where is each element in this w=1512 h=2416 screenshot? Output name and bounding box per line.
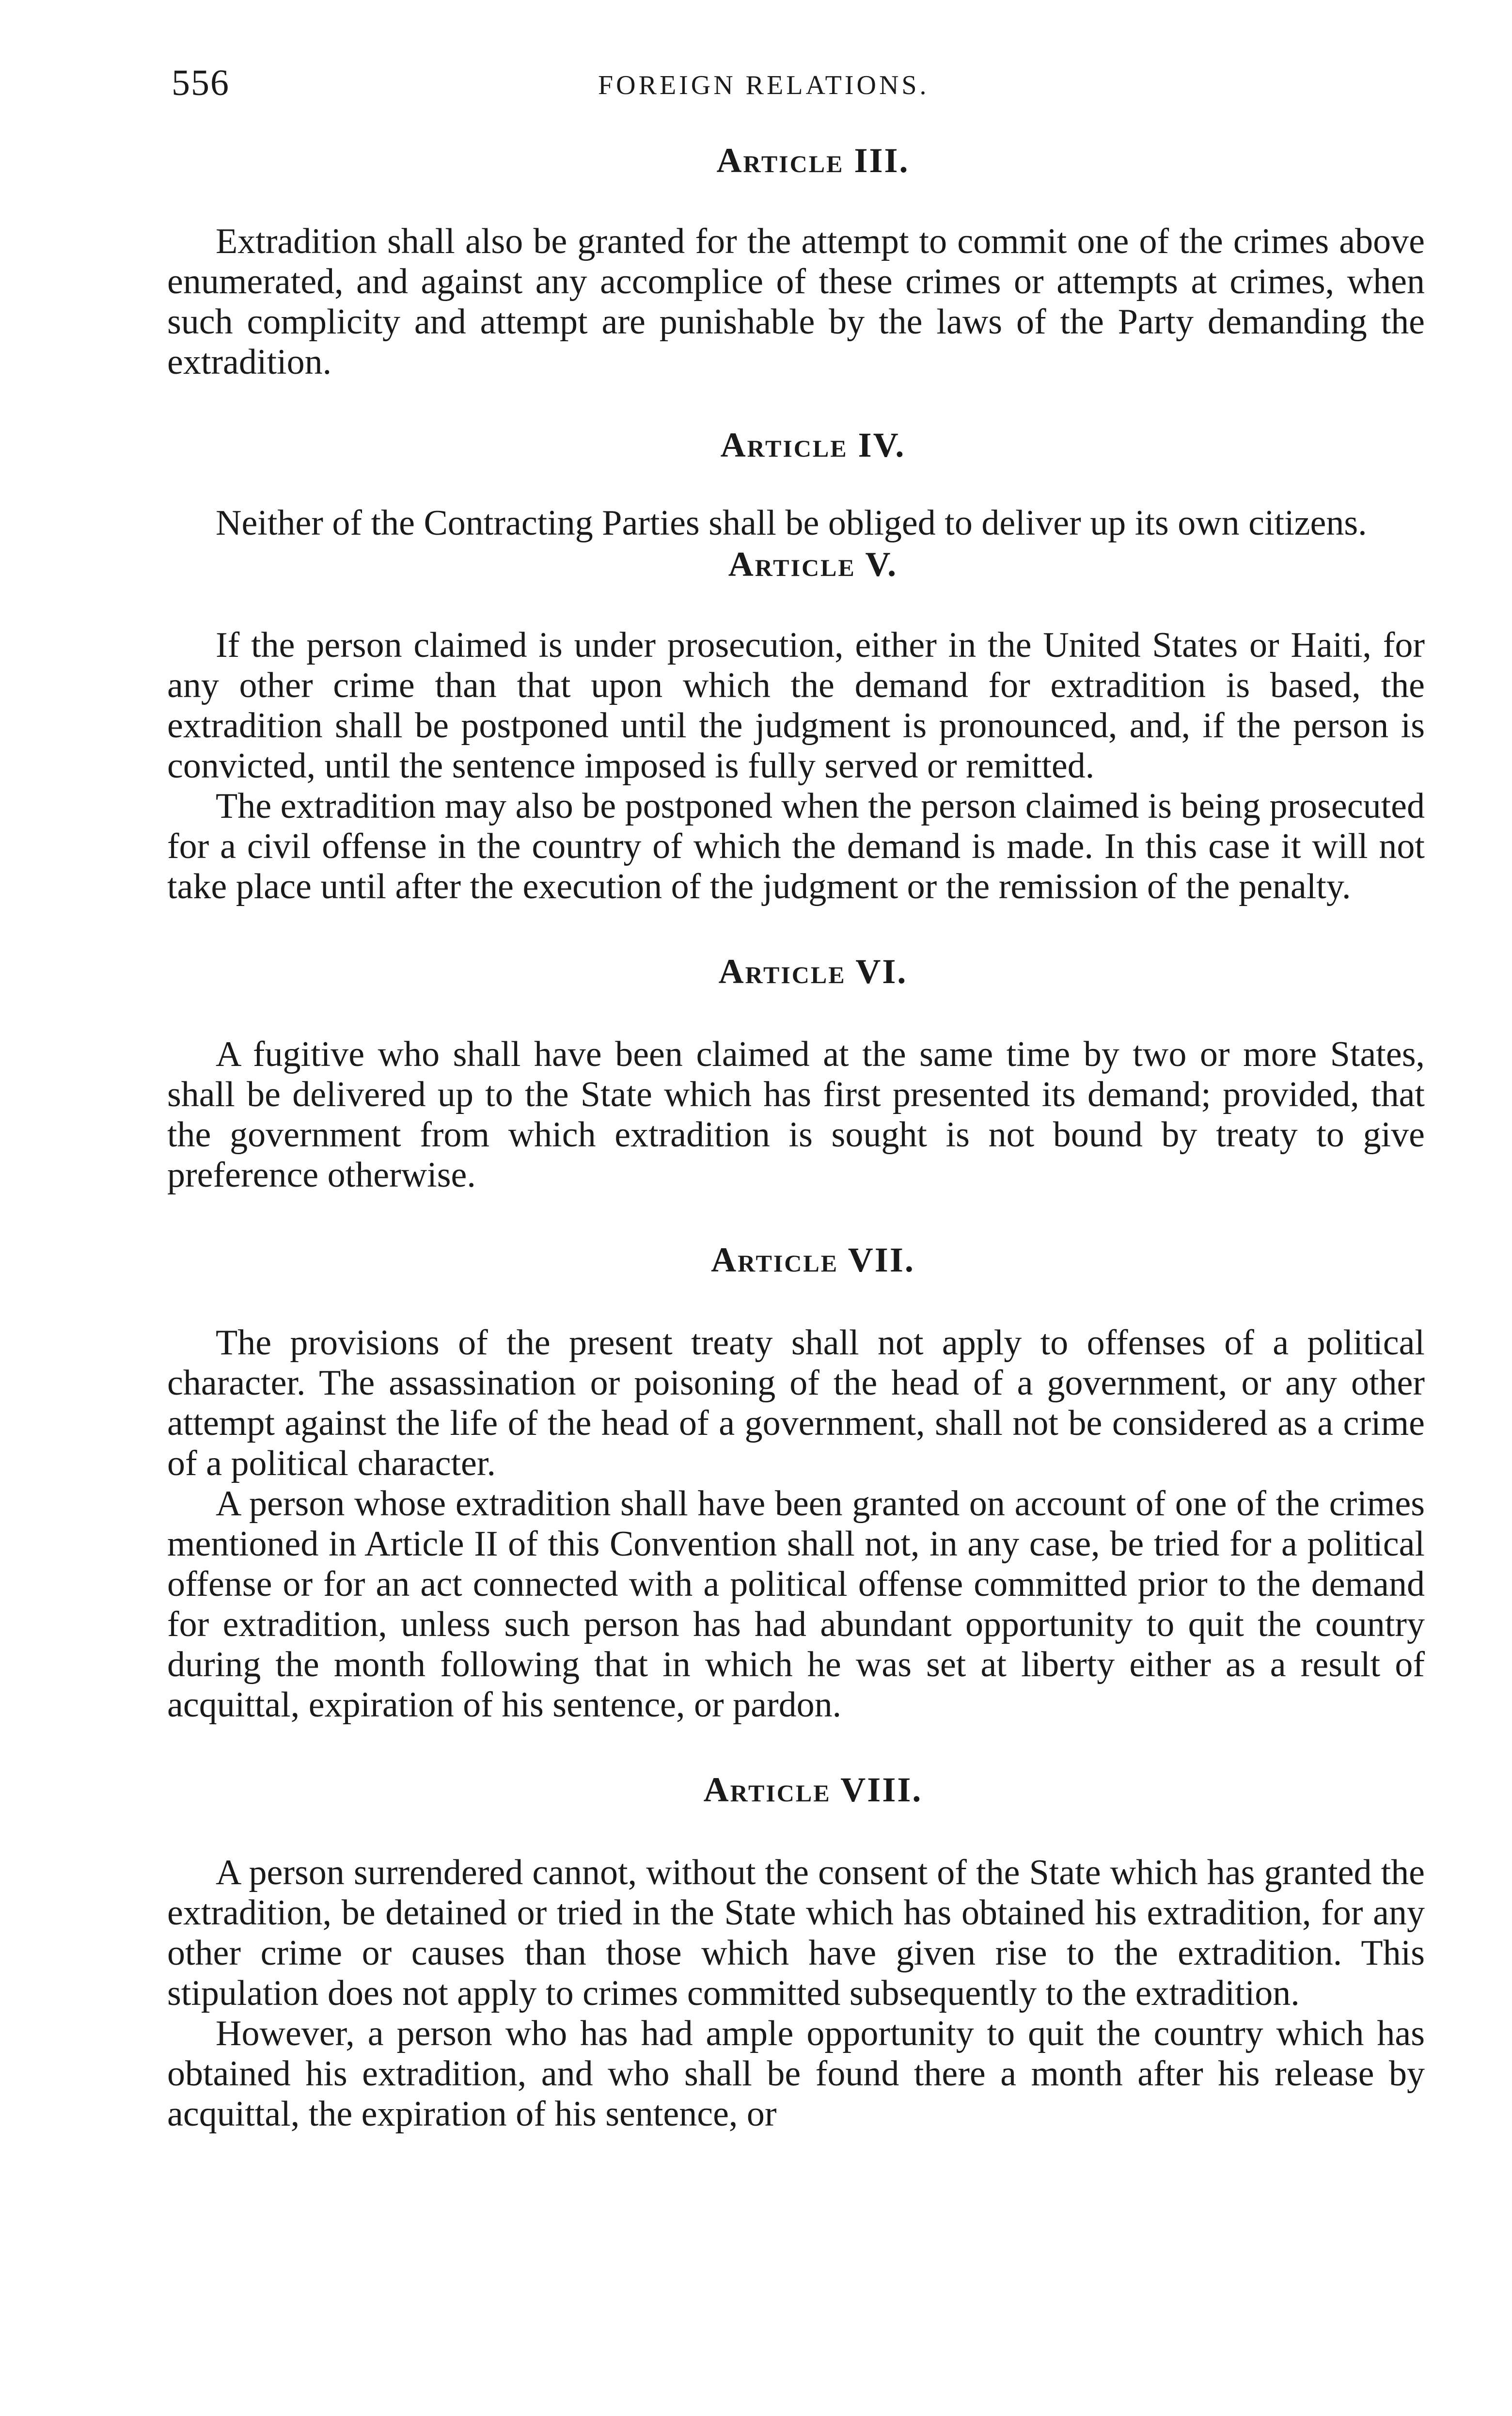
paragraph: A person surrendered cannot, without the consent of the State which has granted the extradition, be detained or tried in the State which has obtained his extradition, for any other crime or causes than those which have given rise to the extradition. This stipulation does not apply to crimes committed subsequently to the extradition.	[167, 1853, 1425, 2013]
paragraph: The provisions of the present treaty shall not apply to offenses of a political character. The assassination or poisoning of the head of a government, or any other attempt against the life of the head of a government, shall not be considered as a crime of a political character.	[167, 1323, 1425, 1483]
article-heading: Article VII.	[711, 1240, 915, 1279]
page-header	[172, 62, 1432, 106]
page-number: 556	[172, 63, 230, 103]
paragraph: Neither of the Contracting Parties shall be obliged to deliver up its own citizens.	[216, 503, 1367, 543]
paragraph: Extradition shall also be granted for the attempt to commit one of the crimes above enumerated, and against any accomplice of these crimes or attempts at crimes, when such complicity and attempt are punishable by the laws of the Party demanding the extradition.	[167, 222, 1425, 382]
paragraph: If the person claimed is under prosecution, either in the United States or Haiti, for any other crime than that upon which the demand for extradition is based, the extradition shall be postponed until the judgment is pronounced, and, if the person is convicted, until the sentence imposed is fully served or remitted.	[167, 625, 1425, 786]
paragraph: However, a person who has had ample opportunity to quit the country which has obtained his extradition, and who shall be found there a month after his release by acquittal, the expiration of his sentence, or	[167, 2014, 1425, 2134]
article-heading: Article VI.	[718, 952, 908, 991]
article-heading: Article III.	[716, 141, 910, 180]
body-text	[167, 141, 1425, 2134]
paragraph: A person whose extradition shall have been granted on account of one of the crimes mentioned in Article II of this Convention shall not, in any case, be tried for a political offense or for an act connected with a political offense committed prior to the demand for extradition, unless such person has had abundant opportunity to quit the country during the month following that in which he was set at liberty either as a result of acquittal, expiration of his sentence, or pardon.	[167, 1484, 1425, 1725]
running-title: FOREIGN RELATIONS.	[598, 70, 929, 100]
paragraph: A fugitive who shall have been claimed at the same time by two or more States, shall be delivered up to the State which has first presented its demand; provided, that the government from which extradition is sought is not bound by treaty to give preference otherwise.	[167, 1034, 1425, 1195]
article-heading: Article IV.	[720, 426, 906, 464]
article-heading: Article VIII.	[703, 1770, 923, 1809]
paragraph: The extradition may also be postponed when the person claimed is being prosecuted for a civil offense in the country of which the demand is made. In this case it will not take place until after the execution of the judgment or the remission of the penalty.	[167, 786, 1425, 906]
article-heading: Article V.	[728, 545, 898, 584]
